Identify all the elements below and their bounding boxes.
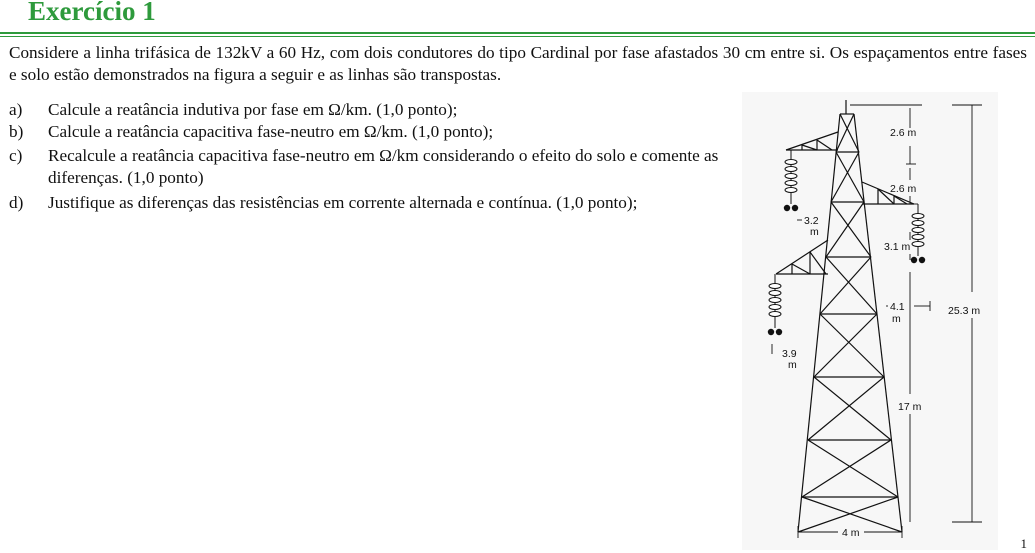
dim-top-crossarm: 2.6 m bbox=[890, 127, 917, 139]
dim-top-phase-left-unit: m bbox=[810, 226, 819, 238]
tower-figure bbox=[742, 92, 998, 550]
problem-statement: Considere a linha trifásica de 132kV a 60 Hz, com dois condutores do tipo Cardinal por fase afastados 30 cm entre si. Os espaçamentos entre fases e solo estão demonstrados na figura a seguir e as linhas são transpostas. bbox=[9, 43, 1027, 84]
dim-lower-phase-left-unit: m bbox=[788, 359, 797, 371]
page-number: 1 bbox=[1020, 536, 1027, 551]
question-text: Recalcule a reatância capacitiva fase-neutro em Ω/km considerando o efeito do solo e comente as diferenças. (1,0 ponto) bbox=[48, 146, 719, 187]
question-label: b) bbox=[9, 122, 24, 141]
question-text: Justifique as diferenças das resistências em corrente alternada e contínua. (1,0 ponto); bbox=[48, 193, 638, 212]
top-crossarm bbox=[786, 132, 838, 150]
question-d bbox=[9, 192, 719, 214]
dim-top-phase-left: 3.2 bbox=[804, 215, 819, 227]
exercise-title: Exercício 1 bbox=[28, 0, 156, 26]
dim-middle-phase-right: 3.1 m bbox=[884, 241, 911, 253]
question-text: Calcule a reatância capacitiva fase-neutro em Ω/km. (1,0 ponto); bbox=[48, 122, 494, 141]
question-b bbox=[9, 121, 719, 143]
question-a bbox=[9, 99, 719, 121]
dim-lower-offset-unit: m bbox=[892, 313, 901, 325]
dim-total-height: 25.3 m bbox=[948, 305, 981, 317]
dim-lower-phase-left: 3.9 bbox=[782, 348, 797, 360]
transmission-tower-drawing bbox=[742, 92, 998, 550]
tower-leg-left bbox=[798, 114, 840, 532]
dim-lower-offset: 4.1 bbox=[890, 301, 905, 313]
dim-lower-height: 17 m bbox=[898, 401, 922, 413]
question-c bbox=[9, 145, 719, 189]
title-rule bbox=[0, 32, 1035, 34]
question-label: c) bbox=[9, 146, 23, 165]
title-rule-thin bbox=[0, 36, 1035, 37]
question-label: a) bbox=[9, 100, 23, 119]
question-text: Calcule a reatância indutiva por fase em Ω/km. (1,0 ponto); bbox=[48, 100, 458, 119]
dim-base-width: 4 m bbox=[842, 527, 860, 539]
dim-middle-crossarm: 2.6 m bbox=[890, 183, 917, 195]
question-label: d) bbox=[9, 193, 24, 212]
